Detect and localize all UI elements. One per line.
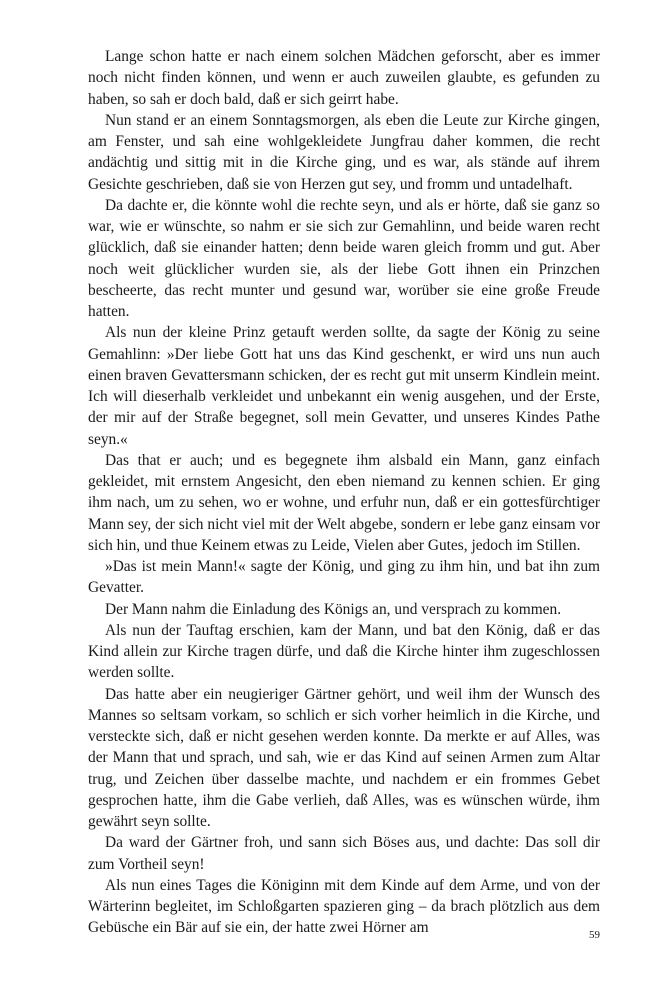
paragraph: Da ward der Gärtner froh, und sann sich Böses aus, und dachte: Das soll dir zum Vortheil seyn!: [88, 834, 600, 873]
paragraph: Als nun eines Tages die Königinn mit dem Kinde auf dem Arme, und von der Wärterinn begleitet, im Schloßgarten spazieren ging – da brach plötzlich aus dem Gebüsche ein Bär auf sie ein, der hatte zwei Hörner am: [88, 876, 600, 937]
paragraph: Lange schon hatte er nach einem solchen Mädchen geforscht, aber es immer noch nicht finden können, und wenn er auch zuweilen glaubte, es gefunden zu haben, so sah er doch bald, daß er sich geirrt habe.: [88, 48, 600, 108]
page-body: [88, 46, 600, 939]
paragraph: Als nun der Tauftag erschien, kam der Mann, und bat den König, daß er das Kind allein zur Kirche tragen dürfe, und daß die Kirche hinter ihm zugeschlossen werden sollte.: [88, 621, 600, 682]
paragraph: Als nun der kleine Prinz getauft werden sollte, da sagte der König zu seine Gemahlinn: »Der liebe Gott hat uns das Kind geschenkt, er wird uns nun auch einen braven Gevattersmann schicken, der es recht gut mit unserm Kindlein meint. Ich will dieserhalb verkleidet und unbekannt ein wenig ausgehen, und der Erste, der mir auf der Straße begegnet, soll mein Gevatter, und unseres Kindes Pathe seyn.«: [88, 324, 600, 448]
paragraph: Das that er auch; und es begegnete ihm alsbald ein Mann, ganz einfach gekleidet, mit ernstem Angesicht, den eben niemand zu kennen schien. Er ging ihm nach, um zu sehen, wo er wohne, und erfuhr nun, daß er ein gottesfürchtiger Mann sey, der sich nicht viel mit der Welt abgebe, sondern er lebe ganz einsam vor sich hin, und thue Keinem etwas zu Leide, Vielen aber Gutes, jedoch im Stillen.: [88, 451, 600, 554]
paragraph: Nun stand er an einem Sonntagsmorgen, als eben die Leute zur Kirche gingen, am Fenster, und sah eine wohlgekleidete Jungfrau daher kommen, die recht andächtig und sittig mit in die Kirche ging, und es war, als stände auf ihrem Gesichte geschrieben, daß sie von Herzen gut sey, und fromm und untadelhaft.: [88, 111, 600, 193]
paragraph: Da dachte er, die könnte wohl die rechte seyn, und als er hörte, daß sie ganz so war, wie er wünschte, so nahm er sie sich zur Gemahlinn, und beide waren recht glücklich, daß sie einander hatten; denn beide waren gleich fromm und gut. Aber noch weit glücklicher wurden sie, als der liebe Gott ihnen ein Prinzchen bescheerte, das recht munter und gesund war, worüber sie eine große Freude hatten.: [88, 196, 600, 320]
paragraph: »Das ist mein Mann!« sagte der König, und ging zu ihm hin, und bat ihn zum Gevatter.: [88, 558, 600, 597]
page-number: 59: [589, 929, 600, 941]
paragraph: Der Mann nahm die Einladung des Königs an, und versprach zu kommen.: [105, 600, 562, 618]
paragraph: Das hatte aber ein neugieriger Gärtner gehört, und weil ihm der Wunsch des Mannes so seltsam vorkam, so schlich er sich vorher heimlich in die Kirche, und versteckte sich, daß er nicht gesehen werden konnte. Da merkte er auf Alles, was der Mann that und sprach, und sah, wie er das Kind auf seinen Armen zum Altar trug, und Zeichen über dasselbe machte, und nachdem er ein frommes Gebet gesprochen hatte, ihm die Gabe verlieh, daß Alles, was es wünschen würde, ihm gewährt seyn sollte.: [88, 685, 600, 830]
